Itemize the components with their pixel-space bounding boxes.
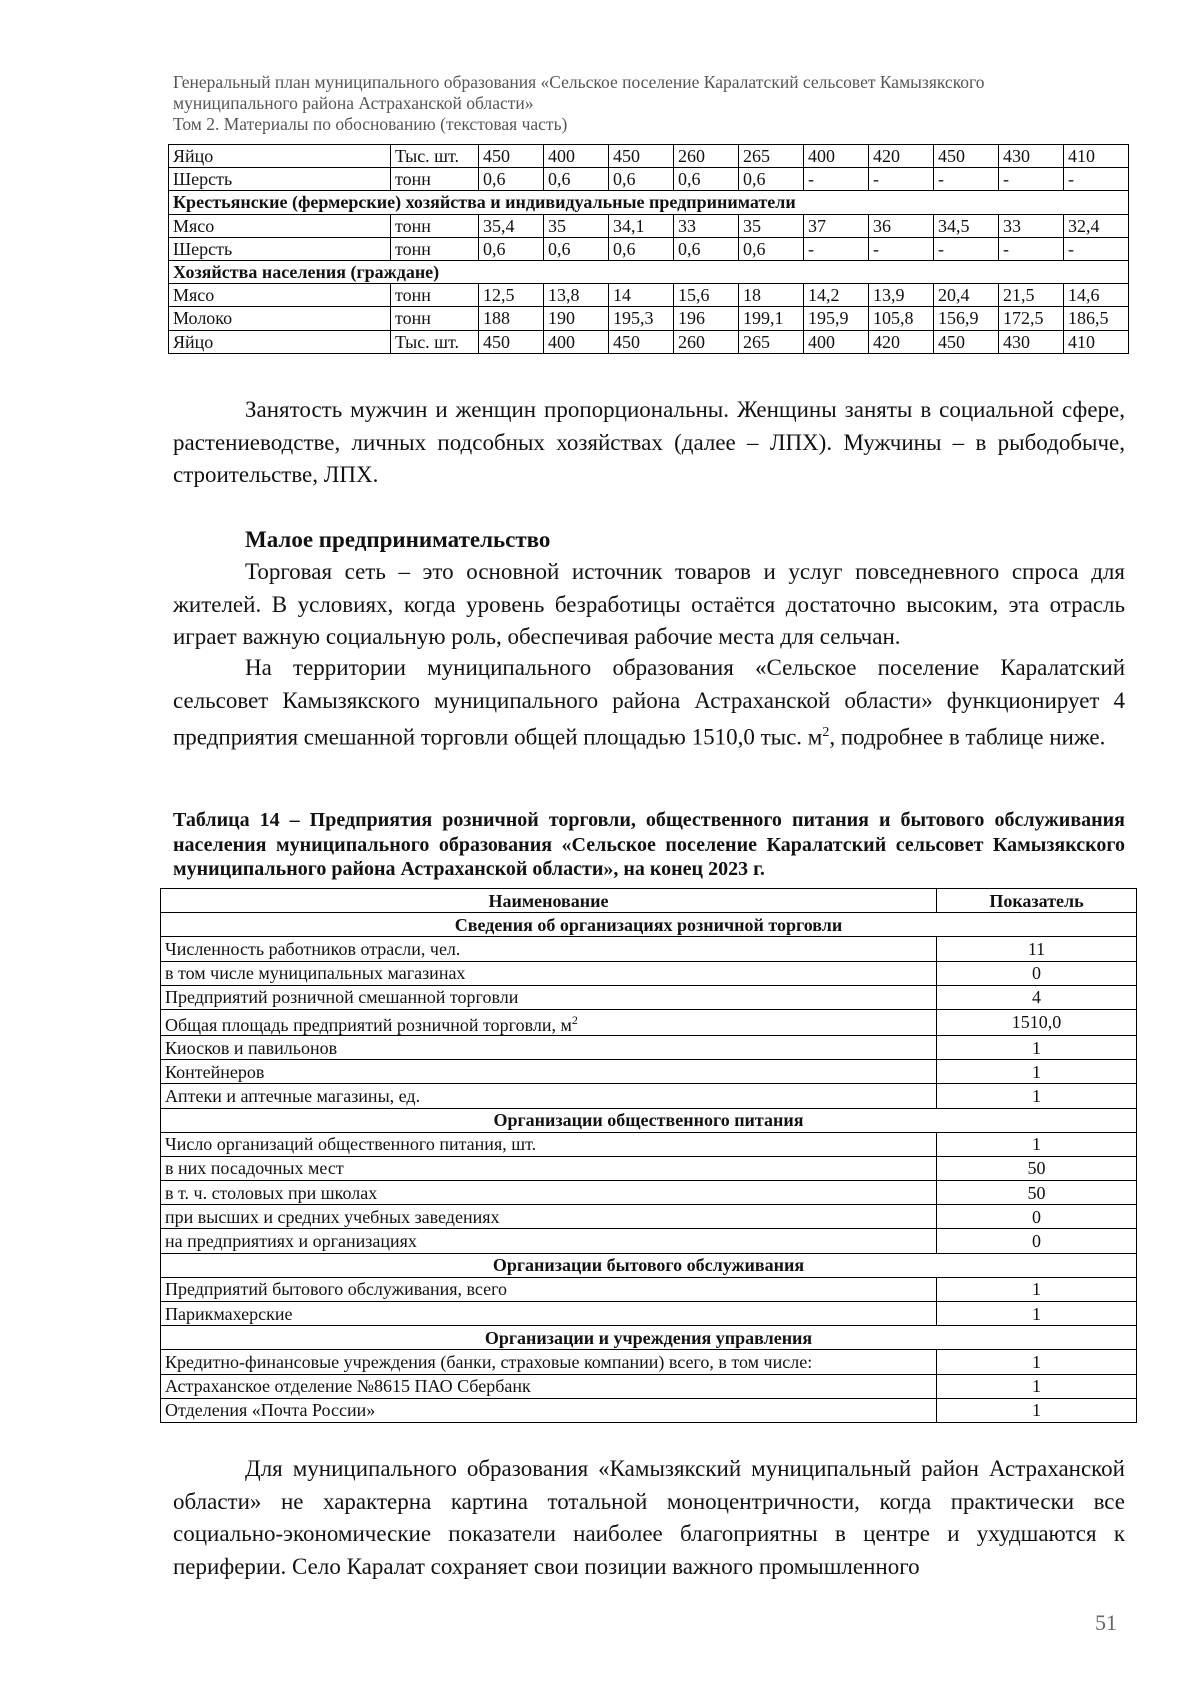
territory-text-part-2: , подробнее в таблице ниже. — [829, 724, 1106, 750]
table-row — [161, 961, 1137, 985]
table-row — [169, 284, 1129, 307]
value-cell: 15,6 — [674, 284, 739, 307]
row-name-superscript: 2 — [571, 1012, 578, 1027]
value-cell: 0,6 — [739, 168, 804, 191]
row-name-text: Общая площадь предприятий розничной торговли, м — [165, 1014, 572, 1035]
value-cell: 0,6 — [674, 237, 739, 260]
row-unit: тонн — [391, 284, 479, 307]
row-name: Мясо — [169, 284, 391, 307]
header-line-3: Том 2. Материалы по обоснованию (текстовая часть) — [173, 114, 568, 134]
row-name — [161, 1084, 937, 1108]
row-name-text: Численность работников отрасли, чел. — [165, 938, 461, 959]
value-cell: - — [1064, 168, 1129, 191]
value-cell: 0,6 — [609, 168, 674, 191]
row-value: 1 — [937, 1277, 1137, 1301]
row-unit: Тыс. шт. — [391, 330, 479, 353]
row-name — [161, 961, 937, 985]
value-cell: 400 — [804, 145, 869, 168]
value-cell: 410 — [1064, 330, 1129, 353]
value-cell: 156,9 — [934, 307, 999, 330]
value-cell: 420 — [869, 330, 934, 353]
row-name — [161, 985, 937, 1009]
value-cell: 450 — [934, 145, 999, 168]
value-cell: 32,4 — [1064, 214, 1129, 237]
row-value: 1 — [937, 1374, 1137, 1398]
value-cell: - — [869, 168, 934, 191]
table-row — [161, 1398, 1137, 1422]
table-row — [169, 330, 1129, 353]
row-value: 1 — [937, 1398, 1137, 1422]
row-value: 0 — [937, 1205, 1137, 1229]
value-cell: 37 — [804, 214, 869, 237]
value-cell: 35 — [739, 214, 804, 237]
value-cell: 34,1 — [609, 214, 674, 237]
territory-paragraph — [173, 652, 1125, 754]
row-name-text: Киосков и павильонов — [165, 1037, 338, 1058]
section-row — [161, 913, 1137, 937]
table-row — [169, 214, 1129, 237]
closing-paragraph: Для муниципального образования «Камызякский муниципальный район Астраханской области» не характерна картина тотальной моноцентричности, когда практически все социально-экономические показатели наиболее благоприятны в центре и ухудшаются к периферии. Село Каралат сохраняет свои позиции важного промышленного — [173, 1456, 1125, 1579]
section-title: Организации и учреждения управления — [161, 1326, 1137, 1350]
row-value: 1 — [937, 1060, 1137, 1084]
value-cell: 36 — [869, 214, 934, 237]
row-name-text: в них посадочных мест — [165, 1158, 344, 1179]
table-row — [161, 1302, 1137, 1326]
value-cell: - — [804, 237, 869, 260]
retail-table-body — [161, 889, 1137, 1423]
value-cell: 195,9 — [804, 307, 869, 330]
value-cell: 260 — [674, 145, 739, 168]
row-value: 50 — [937, 1181, 1137, 1205]
livestock-production-table — [168, 144, 1129, 354]
value-cell: 196 — [674, 307, 739, 330]
table-row — [161, 1229, 1137, 1253]
row-name-text: Предприятий розничной смешанной торговли — [165, 987, 519, 1008]
section-title: Крестьянские (фермерские) хозяйства и индивидуальные предприниматели — [169, 191, 1129, 214]
trade-network-paragraph: Торговая сеть – это основной источник товаров и услуг повседневного спроса для жителей. В условиях, когда уровень безработицы остаётся достаточно высоким, эта отрасль играет важную социальную роль, обеспечивая рабочие места для сельчан. — [173, 559, 1125, 649]
row-value: 0 — [937, 1229, 1137, 1253]
row-name: Шерсть — [169, 168, 391, 191]
value-cell: 13,8 — [544, 284, 609, 307]
row-name-text: Число организаций общественного питания, шт. — [165, 1134, 537, 1155]
value-cell: - — [934, 168, 999, 191]
table-row — [169, 237, 1129, 260]
row-value: 1 — [937, 1132, 1137, 1156]
row-value: 50 — [937, 1156, 1137, 1180]
page-number: 51 — [1095, 1610, 1117, 1635]
running-header — [173, 72, 1133, 135]
value-cell: 13,9 — [869, 284, 934, 307]
row-value: 1 — [937, 1350, 1137, 1374]
table-row — [161, 1084, 1137, 1108]
row-name-text: при высших и средних учебных заведениях — [165, 1206, 500, 1227]
section-row — [169, 260, 1129, 283]
value-cell: 34,5 — [934, 214, 999, 237]
livestock-table-body — [169, 145, 1129, 354]
table-header-row — [161, 889, 1137, 913]
value-cell: - — [804, 168, 869, 191]
value-cell: 195,3 — [609, 307, 674, 330]
row-unit: тонн — [391, 237, 479, 260]
row-name: Молоко — [169, 307, 391, 330]
value-cell: - — [1064, 237, 1129, 260]
value-cell: 450 — [609, 330, 674, 353]
section-row — [169, 191, 1129, 214]
section-row — [161, 1326, 1137, 1350]
row-name-text: Предприятий бытового обслуживания, всего — [165, 1279, 508, 1300]
row-name-text: в том числе муниципальных магазинах — [165, 963, 466, 984]
value-cell: 265 — [739, 330, 804, 353]
row-unit: тонн — [391, 307, 479, 330]
value-cell: 400 — [544, 145, 609, 168]
row-name-text: Отделения «Почта России» — [165, 1400, 376, 1421]
table-row — [161, 1132, 1137, 1156]
value-cell: 0,6 — [609, 237, 674, 260]
row-name — [161, 1035, 937, 1059]
value-cell: 35 — [544, 214, 609, 237]
row-value: 1 — [937, 1302, 1137, 1326]
value-cell: 260 — [674, 330, 739, 353]
row-name-text: Кредитно-финансовые учреждения (банки, страховые компании) всего, в том числе: — [165, 1351, 813, 1372]
row-value: 4 — [937, 985, 1137, 1009]
row-unit: тонн — [391, 168, 479, 191]
row-name-text: на предприятиях и организациях — [165, 1231, 417, 1252]
value-cell: 430 — [999, 330, 1064, 353]
row-value: 1510,0 — [937, 1009, 1137, 1035]
value-cell: 172,5 — [999, 307, 1064, 330]
row-value: 1 — [937, 1084, 1137, 1108]
row-name-text: Парикмахерские — [165, 1303, 293, 1324]
row-name: Яйцо — [169, 145, 391, 168]
value-cell: 14,6 — [1064, 284, 1129, 307]
column-header-value: Показатель — [937, 889, 1137, 913]
value-cell: 188 — [479, 307, 544, 330]
header-line-2: муниципального района Астраханской области» — [173, 93, 534, 113]
section-title: Организации бытового обслуживания — [161, 1253, 1137, 1277]
table-row — [161, 1009, 1137, 1035]
value-cell: 420 — [869, 145, 934, 168]
table-row — [161, 1181, 1137, 1205]
row-name — [161, 1205, 937, 1229]
row-value: 1 — [937, 1035, 1137, 1059]
value-cell: 105,8 — [869, 307, 934, 330]
row-name-text: Аптеки и аптечные магазины, ед. — [165, 1085, 421, 1106]
row-name — [161, 1374, 937, 1398]
value-cell: 0,6 — [544, 237, 609, 260]
row-name-text: Контейнеров — [165, 1061, 265, 1082]
row-name — [161, 1156, 937, 1180]
value-cell: - — [869, 237, 934, 260]
row-name — [161, 1398, 937, 1422]
row-name — [161, 1350, 937, 1374]
row-name — [161, 1009, 937, 1035]
row-value: 0 — [937, 961, 1137, 985]
value-cell: 0,6 — [479, 168, 544, 191]
row-name — [161, 1302, 937, 1326]
value-cell: 450 — [479, 145, 544, 168]
section-title: Сведения об организациях розничной торговли — [161, 913, 1137, 937]
table-row — [169, 145, 1129, 168]
section-title: Хозяйства населения (граждане) — [169, 260, 1129, 283]
value-cell: 0,6 — [544, 168, 609, 191]
column-header-name: Наименование — [161, 889, 937, 913]
row-name-text: Астраханское отделение №8615 ПАО Сбербанк — [165, 1376, 531, 1397]
row-name — [161, 1132, 937, 1156]
value-cell: 35,4 — [479, 214, 544, 237]
value-cell: 20,4 — [934, 284, 999, 307]
value-cell: 186,5 — [1064, 307, 1129, 330]
table-14-caption: Таблица 14 – Предприятия розничной торговли, общественного питания и бытового обслуживания населения муниципального образования «Сельское поселение Каралатский сельсовет Камызякского муниципального района Астраханской области», на конец 2023 г. — [173, 809, 1125, 880]
value-cell: 0,6 — [479, 237, 544, 260]
value-cell: 0,6 — [674, 168, 739, 191]
value-cell: 410 — [1064, 145, 1129, 168]
row-value: 11 — [937, 937, 1137, 961]
table-row — [161, 1035, 1137, 1059]
employment-paragraph: Занятость мужчин и женщин пропорциональны. Женщины заняты в социальной сфере, растениеводстве, личных подсобных хозяйствах (далее – ЛПХ). Мужчины – в рыбодобыче, строительстве, ЛПХ. — [173, 397, 1125, 487]
value-cell: 14,2 — [804, 284, 869, 307]
row-name — [161, 1181, 937, 1205]
table-row — [169, 168, 1129, 191]
row-name-text: в т. ч. столовых при школах — [165, 1182, 378, 1203]
table-row — [161, 1060, 1137, 1084]
table-row — [161, 937, 1137, 961]
value-cell: - — [934, 237, 999, 260]
row-name — [161, 1060, 937, 1084]
value-cell: 190 — [544, 307, 609, 330]
row-name: Мясо — [169, 214, 391, 237]
row-name — [161, 1277, 937, 1301]
value-cell: 33 — [674, 214, 739, 237]
territory-text-part-1: На территории муниципального образования «Сельское поселение Каралатский сельсовет Камызякского муниципального района Астраханской области» функционирует 4 предприятия смешанной торговли общей площадью 1510,0 тыс. м — [173, 655, 1125, 750]
section-row — [161, 1108, 1137, 1132]
row-name: Яйцо — [169, 330, 391, 353]
value-cell: - — [999, 168, 1064, 191]
table-row — [161, 985, 1137, 1009]
row-name — [161, 1229, 937, 1253]
value-cell: 18 — [739, 284, 804, 307]
value-cell: 12,5 — [479, 284, 544, 307]
value-cell: 199,1 — [739, 307, 804, 330]
small-business-heading: Малое предпринимательство — [245, 527, 551, 552]
value-cell: 14 — [609, 284, 674, 307]
header-line-1: Генеральный план муниципального образования «Сельское поселение Каралатский сельсовет Камызякского — [173, 72, 985, 92]
value-cell: - — [999, 237, 1064, 260]
value-cell: 265 — [739, 145, 804, 168]
value-cell: 21,5 — [999, 284, 1064, 307]
section-row — [161, 1253, 1137, 1277]
retail-services-table — [160, 888, 1137, 1423]
value-cell: 33 — [999, 214, 1064, 237]
row-unit: тонн — [391, 214, 479, 237]
row-name — [161, 937, 937, 961]
table-row — [161, 1205, 1137, 1229]
table-row — [161, 1156, 1137, 1180]
row-name: Шерсть — [169, 237, 391, 260]
table-row — [161, 1374, 1137, 1398]
value-cell: 450 — [479, 330, 544, 353]
row-unit: Тыс. шт. — [391, 145, 479, 168]
value-cell: 450 — [609, 145, 674, 168]
section-title: Организации общественного питания — [161, 1108, 1137, 1132]
value-cell: 400 — [544, 330, 609, 353]
value-cell: 0,6 — [739, 237, 804, 260]
table-row — [161, 1350, 1137, 1374]
territory-superscript: 2 — [822, 725, 830, 740]
table-row — [169, 307, 1129, 330]
value-cell: 430 — [999, 145, 1064, 168]
value-cell: 450 — [934, 330, 999, 353]
value-cell: 400 — [804, 330, 869, 353]
table-row — [161, 1277, 1137, 1301]
